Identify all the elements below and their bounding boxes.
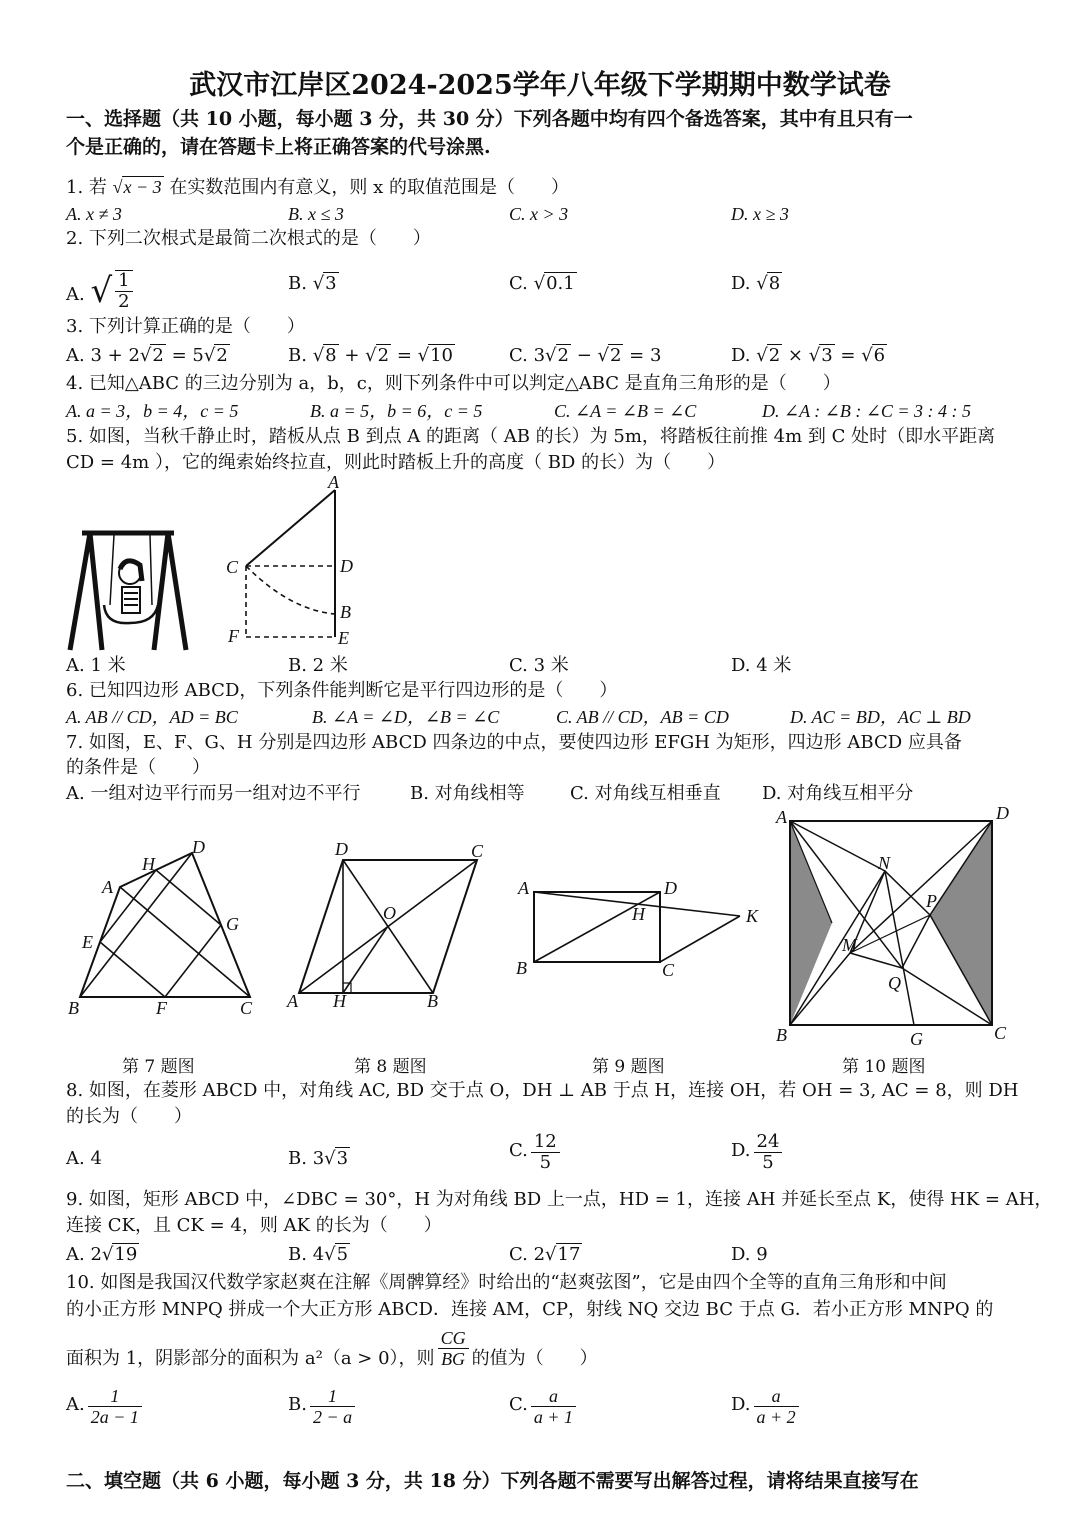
q10-c-den: a + 1 [533,1407,574,1427]
question-10-line2: 的小正方形 MNPQ 拼成一个大正方形 ABCD．连接 AM，CP，射线 NQ 交边 BC 于点 G．若小正方形 MNPQ 的 [66,1299,994,1320]
q8-option-d[interactable] [731,1132,785,1173]
fig10-label-p: P [926,891,937,911]
q8-option-b[interactable]: B. 3√3 [288,1148,349,1169]
segment-CK [660,916,740,962]
diagonal-AC [120,887,250,997]
q3-label-d: D. [731,345,751,366]
q5-option-c[interactable]: C. 3 米 [509,655,569,676]
question-5-line1: 5. 如图，当秋千静止时，踏板从点 B 到点 A 的距离（ AB 的长）为 5m，将踏板往前推 4m 到 C 处时（即水平距离 [66,426,996,447]
q3-d-rad3: 6 [873,345,886,366]
diagonal-BD [80,853,192,997]
q10-d-num: a [754,1386,799,1407]
q10-label-b: B. [288,1393,307,1415]
fig8-label-d: D [335,839,348,859]
q1-option-a[interactable]: A. x ≠ 3 [66,204,122,224]
fig9-label-k: K [746,906,759,926]
q2-option-b[interactable]: B. √3 [288,273,337,294]
q1-radicand: x − 3 [123,177,162,197]
fig9-label-h: H [632,904,645,924]
point-label-e: E [338,628,349,648]
q2-label-c: C. [509,273,528,294]
rope-AC [246,490,335,566]
q2-a-fraction [115,270,132,312]
q2-a-radical-sign: √ [90,271,113,311]
question-4-stem: 4. 已知△ABC 的三边分别为 a，b，c，则下列条件中可以判定△ABC 是直角三角形的是（ ） [66,373,841,394]
q3-option-b[interactable]: B. √8 + √2 = √10 [288,345,454,366]
question-9-line2: 连接 CK，且 CK = 4，则 AK 的长为（ ） [66,1215,442,1236]
q10-label-a: A. [66,1393,85,1415]
q7-option-b[interactable]: B. 对角线相等 [410,783,525,804]
fig9-label-c: C [662,960,675,980]
q9-label-c: C. [509,1244,528,1265]
q6-option-b[interactable]: B. ∠A = ∠D，∠B = ∠C [312,707,500,727]
fig10-label-n: N [878,853,891,873]
question-8-line1: 8. 如图，在菱形 ABCD 中，对角线 AC, BD 交于点 O，DH ⊥ AB 于点 H，连接 OH，若 OH = 3, AC = 8，则 DH [66,1080,1019,1101]
figure-8 [285,835,495,1020]
question-9-line1: 9. 如图，矩形 ABCD 中，∠DBC = 30°，H 为对角线 BD 上一点，HD = 1，连接 AH 并延长至点 K，使得 HK = AH， [66,1189,1053,1210]
fig10-label-c: C [994,1023,1007,1043]
q10-c-num: a [531,1386,576,1407]
q8-option-c[interactable] [509,1132,563,1173]
q4-option-d[interactable]: D. ∠A : ∠B : ∠C = 3 : 4 : 5 [762,401,972,421]
fig10-label-a: A [776,807,787,827]
fig10-label-d: D [996,803,1009,823]
q2-c-rad: 0.1 [546,273,575,294]
q8-b-coef: 3 [312,1148,325,1169]
fig7-label-g: G [226,914,239,934]
q10-b-num: 1 [310,1386,355,1407]
q9-b-rad: 5 [336,1244,349,1265]
q6-option-d[interactable]: D. AC = BD，AC ⊥ BD [790,707,971,727]
q1-option-c[interactable]: C. x > 3 [509,204,569,224]
q10-line3-start: 面积为 1，阴影部分的面积为 a²（a > 0），则 [66,1347,435,1369]
diagonal-BD [534,892,660,962]
fig10-label-m: M [842,935,857,955]
q3-a-rad1: 2 [152,345,164,366]
shaded-triangle-left [790,821,832,1025]
q2-option-c[interactable]: C. √0.1 [509,273,575,294]
fig9-label-d: D [664,878,677,898]
q3-b-rad3: 10 [430,345,454,366]
q5-option-b[interactable]: B. 2 米 [288,655,348,676]
q8-label-d: D. [731,1139,751,1161]
question-7-line1: 7. 如图，E、F、G、H 分别是四边形 ABCD 四条边的中点，要使四边形 EFGH 为矩形，四边形 ABCD 应具备 [66,732,962,753]
q10-label-d: D. [731,1393,751,1415]
q6-option-a[interactable]: A. AB // CD，AD = BC [66,707,238,727]
question-10-line1: 10. 如图是我国汉代数学家赵爽在注解《周髀算经》时给出的“赵爽弦图”，它是由四个全等的直角三角形和中间 [66,1272,947,1293]
question-6-stem: 6. 已知四边形 ABCD，下列条件能判断它是平行四边形的是（ ） [66,680,618,701]
q10-option-a[interactable] [66,1386,145,1427]
fig10-label-q: Q [888,973,901,993]
q4-option-a[interactable]: A. a = 3，b = 4，c = 5 [66,401,239,421]
q9-option-b[interactable]: B. 4√5 [288,1244,349,1265]
q3-b-op2: = [391,345,418,366]
q3-b-op1: + [338,345,366,366]
swing-ropes [110,535,152,605]
q1-suffix: 在实数范围内有意义，则 x 的取值范围是（ ） [169,177,569,198]
q3-c-rad2: 2 [610,345,622,366]
q4-option-b[interactable]: B. a = 5，b = 6，c = 5 [310,401,483,421]
question-3-stem: 3. 下列计算正确的是（ ） [66,316,305,337]
q1-prefix: 1. 若 [66,177,107,198]
q8-d-num: 24 [754,1132,783,1153]
q10-d-den: a + 2 [756,1407,796,1427]
point-label-f: F [228,626,239,646]
section1-header-line1: 一、选择题（共 10 小题，每小题 3 分，共 30 分）下列各题中均有四个备选答案，其中有且只有一 [66,108,913,130]
q3-c-op: − [570,345,598,366]
segment-MP [850,915,930,953]
figure-7 [62,835,272,1020]
q8-option-a[interactable]: A. 4 [66,1148,102,1169]
fig7-label-d: D [192,837,205,857]
q10-frac-num: CG [438,1328,469,1349]
q10-b-den: 2 − a [312,1407,353,1427]
q10-a-num: 1 [88,1386,142,1407]
fig7-label-h: H [142,854,155,874]
point-label-d: D [340,556,353,576]
figure-10 [770,803,1020,1053]
q9-a-coef: 2 [90,1244,102,1265]
fig9-label-b: B [516,958,527,978]
q9-b-coef: 4 [312,1244,325,1265]
q2-a-den: 2 [118,291,130,312]
q2-d-rad: 8 [768,273,781,294]
point-label-c: C [226,557,239,577]
q5-option-d[interactable]: D. 4 米 [731,655,792,676]
question-1-stem [66,176,569,199]
fig8-label-a: A [287,991,298,1011]
q8-label-c: C. [509,1139,528,1161]
fig10-label-g: G [910,1029,923,1049]
section2-header-line1: 二、填空题（共 6 小题，每小题 3 分，共 18 分）下列各题不需要写出解答过程，请将结果直接写在 [66,1470,919,1492]
q3-b-rad2: 2 [377,345,390,366]
q10-option-c[interactable] [509,1386,579,1427]
figure-9-caption: 第 9 题图 [592,1057,665,1077]
q2-label-b: B. [288,273,307,294]
fig8-label-b: B [427,991,438,1011]
q3-d-rad2: 3 [821,345,833,366]
fig7-label-a: A [102,877,113,897]
q3-option-d[interactable]: D. √2 × √3 = √6 [731,345,886,366]
q2-label-a: A. [66,284,85,305]
fig7-label-c: C [240,998,253,1018]
q3-d-rad1: 2 [768,345,781,366]
fig7-label-f: F [156,998,167,1018]
q2-option-a[interactable] [66,256,136,314]
page-title: 武汉市江岸区2024-2025学年八年级下学期期中数学试卷 [189,70,891,101]
q10-label-c: C. [509,1393,528,1415]
q6-option-c[interactable]: C. AB // CD，AB = CD [556,707,729,727]
fig7-label-b: B [68,998,79,1018]
q2-label-d: D. [731,273,751,294]
q3-label-b: B. [288,345,307,366]
figure-9 [512,870,772,985]
point-label-a: A [328,472,339,492]
section1-header-line2: 个是正确的，请在答题卡上将正确答案的代号涂黑. [66,136,491,158]
q9-option-a[interactable]: A. 2√19 [66,1244,138,1265]
fig10-label-b: B [776,1025,787,1045]
q7-option-d[interactable]: D. 对角线互相平分 [762,783,914,804]
q9-a-rad: 19 [114,1244,138,1265]
q3-label-c: C. [509,345,528,366]
fig8-label-o: O [383,903,396,923]
q8-c-den: 5 [539,1152,552,1173]
fig8-label-h: H [333,991,346,1011]
q1-option-b[interactable]: B. x ≤ 3 [288,204,344,224]
q9-c-coef: 2 [533,1244,546,1265]
q8-c-num: 12 [531,1132,560,1153]
question-8-line2: 的长为（ ） [66,1106,192,1127]
q2-b-rad: 3 [325,273,337,294]
q9-option-d[interactable]: D. 9 [731,1244,768,1265]
q10-option-b[interactable] [288,1386,358,1427]
q7-option-c[interactable]: C. 对角线互相垂直 [570,783,721,804]
figure-8-caption: 第 8 题图 [354,1057,427,1077]
quad-EFGH [100,870,221,997]
fig7-label-e: E [82,932,93,952]
arc-CB [246,566,335,614]
q10-line3-end: 的值为（ ） [471,1347,598,1369]
figure-7-caption: 第 7 题图 [122,1057,195,1077]
q3-label-a: A. [66,345,85,366]
question-5-figure [220,472,370,652]
figure-10-caption: 第 10 题图 [842,1057,926,1077]
child-shirt-stripes [124,593,138,605]
swing-illustration [62,525,192,660]
q3-a-part1: 3 + 2 [90,345,140,366]
question-10-line3 [66,1328,598,1376]
q3-a-part2: = 5 [165,345,204,366]
q1-sqrt: √x − 3 [112,177,162,197]
q3-d-op2: = [834,345,862,366]
q10-option-d[interactable] [731,1386,802,1427]
question-7-line2: 的条件是（ ） [66,757,210,778]
q3-c-result: = 3 [623,345,662,366]
q7-option-a[interactable]: A. 一组对边平行而另一组对边不平行 [66,783,361,804]
q10-a-den: 2a − 1 [90,1407,139,1427]
q3-option-c[interactable]: C. 3√2 − √2 = 3 [509,345,662,366]
q3-a-rad2: 2 [216,345,228,366]
q10-frac-den: BG [441,1349,466,1369]
point-label-b: B [340,602,351,622]
swing-left-legs [70,533,102,650]
q5-option-a[interactable]: A. 1 米 [66,655,126,676]
q2-a-num: 1 [115,271,132,292]
fig9-label-a: A [518,878,529,898]
shaded-triangle-right [930,821,992,1025]
q8-b-rad: 3 [336,1148,349,1169]
q9-label-b: B. [288,1244,307,1265]
q9-option-c[interactable]: C. 2√17 [509,1244,581,1265]
question-5-line2: CD = 4m ），它的绳索始终拉直，则此时踏板上升的高度（ BD 的长）为（ ） [66,452,726,473]
swing-right-legs [154,533,186,650]
fig8-label-c: C [471,841,484,861]
q3-c-coef: 3 [533,345,546,366]
q2-option-d[interactable]: D. √8 [731,273,781,294]
q9-label-a: A. [66,1244,85,1265]
question-2-stem: 2. 下列二次根式是最简二次根式的是（ ） [66,228,431,249]
q9-c-rad: 17 [557,1244,581,1265]
swing-seat [104,605,158,623]
q3-b-rad1: 8 [325,345,337,366]
q4-option-c[interactable]: C. ∠A = ∠B = ∠C [554,401,697,421]
q8-label-b: B. [288,1148,307,1169]
q1-option-d[interactable]: D. x ≥ 3 [731,204,789,224]
q8-d-den: 5 [762,1152,774,1173]
q3-option-a[interactable]: A. 3 + 2√2 = 5√2 [66,345,228,366]
q3-d-op1: × [782,345,809,366]
q3-c-rad1: 2 [557,345,569,366]
